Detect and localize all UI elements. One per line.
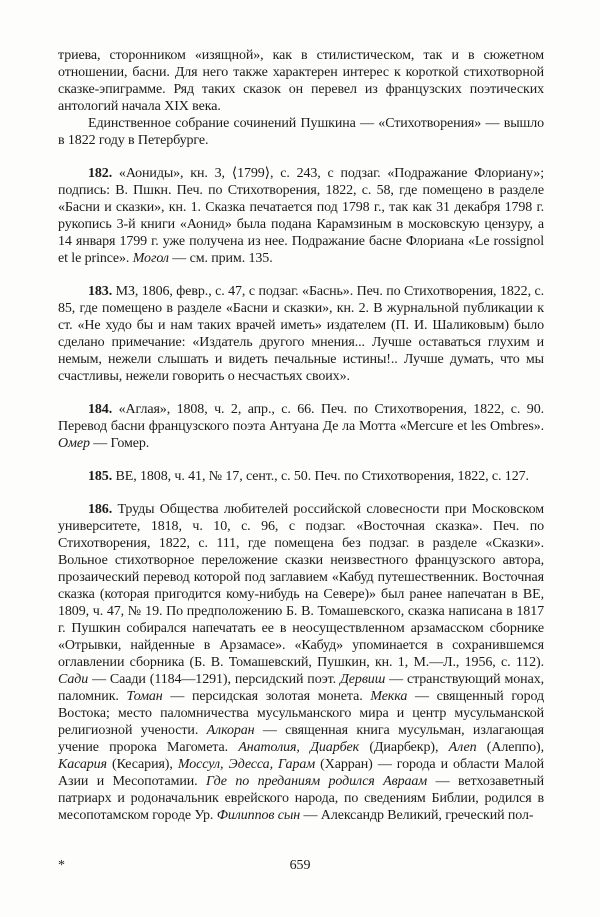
note-term: Моссул, Эдесса, Гарам: [177, 757, 316, 772]
note-term: Томан: [126, 689, 163, 704]
note-term: Где по преданиям родился Авраам: [206, 774, 428, 789]
note-term: Алкоран: [206, 723, 255, 738]
note-186: 186. Труды Общества любителей российской словесности при Московском университете, 1818, ч. 10, с. 96, с подзаг. «Восточная сказка». Печ. по Стихотворения, 1822, с. 111, где помещена без подзаг. в разделе «Сказки». Вольное стихотворное переложение сказки неизвестного французского автора, прозаический перевод которой под заглавием «Кабуд путешественник. Восточная сказка (которая пригодится кому-нибудь на Севере)» был ранее напечатан в ВЕ, 1809, ч. 47, № 19. По предположению Б. В. Томашевского, сказка написана в 1817 г. Пушкин собирался напечатать ее в неосуществленном арзамасском сборнике «Отрывки, найденные в Арзамасе». «Кабуд» упоминается в сохранившемся оглавлении сборника (Б. В. Томашевский, Пушкин, кн. 1, М.—Л., 1956, с. 112). Сади — Саади (1184—1291), персидский поэт. Дервиш — странствующий монах, паломник. Томан — персидская золотая монета. Мекка — священный город Востока; место паломничества мусульманского мира и центр мусульманской религиозной учености. Алкоран — священная книга мусульман, излагающая учение пророка Магомета. Анатолия, Диарбек (Диарбекр), Алеп (Алеппо), Касария (Кесария), Моссул, Эдесса, Гарам (Харран) — города и области Малой Азии и Месопотамии. Где по преданиям родился Авраам — ветхозаветный патриарх и родоначальник еврейского народа, по сведениям Библии, родился в месопотамском городе Ур. Филиппов сын — Александр Великий, греческий пол-: [58, 502, 545, 823]
note-185: 185. ВЕ, 1808, ч. 41, № 17, сент., с. 50. Печ. по Стихотворения, 1822, с. 127.: [88, 469, 529, 484]
note-term: Филиппов сын: [216, 808, 301, 823]
intro-paragraph-collected-works: Единственное собрание сочинений Пушкина — «Стихотворения» — вышло в 1822 году в Петербурге.: [58, 116, 544, 148]
note-term: Дервиш: [340, 672, 386, 687]
note-number: 183.: [88, 284, 113, 299]
note-term: Касария: [58, 757, 107, 772]
intro-paragraph: триева, сторонником «изящной», как в стилистическом, так и в сюжетном отношении, басни. Для него также характерен интерес к короткой стихотворной сказке-эпиграмме. Ряд таких сказок он перевел из французских поэтических антологий начала XIX века.: [58, 48, 544, 114]
note-term: Анатолия, Диарбек: [238, 740, 360, 755]
page-number: 659: [289, 858, 311, 873]
note-term: Омер: [58, 436, 90, 451]
note-term: Сади: [58, 672, 89, 687]
note-184: 184. «Аглая», 1808, ч. 2, апр., с. 66. Печ. по Стихотворения, 1822, с. 90. Перевод басни французского поэта Антуана Де ла Мотта «Mercure et les Ombres». Омер — Гомер.: [58, 402, 544, 451]
note-number: 182.: [88, 166, 113, 181]
note-term: Мекка: [370, 689, 408, 704]
note-term: Могол: [132, 251, 169, 266]
note-number: 185.: [88, 469, 113, 484]
note-183: 183. МЗ, 1806, февр., с. 47, с подзаг. «Баснь». Печ. по Стихотворения, 1822, с. 85, где помещено в разделе «Басни и сказки», кн. 2. В журнальной публикации к ст. «Не худо бы и нам таких врачей иметь» издателем (П. И. Шаликовым) было сделано примечание: «Издатель другого мнения... Лучше оставаться глухим и немым, нежели слышать и видеть печальные истины!.. Лучше думать, что мы счастливы, нежели говорить о несчастьях своих».: [58, 284, 544, 384]
note-term: Алеп: [448, 740, 477, 755]
note-number: 184.: [88, 402, 113, 417]
note-number: 186.: [88, 502, 113, 517]
note-182: 182. «Аониды», кн. 3, ⟨1799⟩, с. 243, с подзаг. «Подражание Флориану»; подпись: В. Пшкн. Печ. по Стихотворения, 1822, с. 58, где помещено в разделе «Басни и сказки», кн. 1. Сказка печатается под 1798 г., так как 31 декабря 1798 г. рукопись 3-й книги «Аонид» была подана Карамзиным в московскую цензуру, а 14 января 1799 г. уже получена из нее. Подражание басне Флориана «Le rossignol et le prince». Могол — см. прим. 135.: [58, 166, 544, 266]
page-footer: [0, 857, 600, 877]
signature-mark: *: [58, 858, 65, 873]
